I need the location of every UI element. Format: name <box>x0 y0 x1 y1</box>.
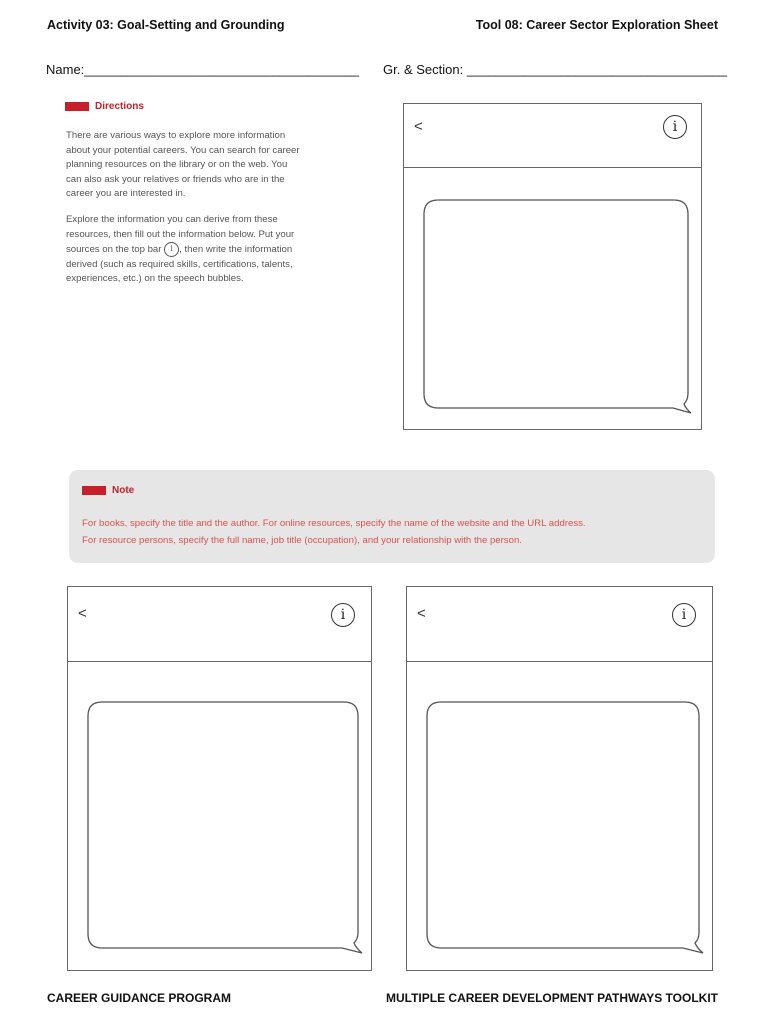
directions-line: derived (such as required skills, certifications, talents, <box>66 258 293 270</box>
note-box <box>69 470 715 563</box>
directions-line-with-icon: sources on the top bar i , then write the information <box>66 242 356 258</box>
directions-heading <box>65 101 144 112</box>
back-chevron-icon: < <box>78 605 87 622</box>
name-field[interactable] <box>46 62 359 77</box>
directions-line: There are various ways to explore more information <box>66 130 286 141</box>
section-label: Gr. & Section: <box>383 62 464 77</box>
info-icon-glyph: i <box>672 119 678 135</box>
directions-text: then write the information <box>184 244 293 256</box>
directions-line: experiences, etc.) on the speech bubbles. <box>66 273 244 285</box>
directions-line: can also ask your relatives or friends who are in the <box>66 173 285 185</box>
name-label: Name: <box>46 62 85 77</box>
directions-marker <box>65 102 89 111</box>
directions-line: career you are interested in. <box>66 188 186 200</box>
directions-line: resources, then fill out the information below. Put your <box>66 228 295 240</box>
phone-card-2 <box>67 586 372 971</box>
directions-line: planning resources on the library or on the web. You <box>66 159 288 171</box>
note-line-1: For books, specify the title and the author. For online resources, specify the name of the website and the URL address. <box>82 518 586 529</box>
speech-bubble-1[interactable] <box>404 104 703 431</box>
speech-bubble-3[interactable] <box>407 587 714 972</box>
note-line-2: For resource persons, specify the full name, job title (occupation), and your relationship with the person. <box>82 535 522 546</box>
tool-title: Tool 08: Career Sector Exploration Sheet <box>475 18 718 32</box>
note-marker <box>82 486 106 495</box>
phone-card-1 <box>403 103 702 430</box>
section-field[interactable] <box>383 62 727 77</box>
directions-label: Directions <box>95 101 144 112</box>
section-blank: ____________________________________ <box>466 62 728 77</box>
info-icon-glyph: i <box>681 607 687 623</box>
info-icon <box>164 242 179 257</box>
speech-bubble-2[interactable] <box>68 587 373 972</box>
phone-card-3 <box>406 586 713 971</box>
directions-line: Explore the information you can derive from these <box>66 214 278 225</box>
back-chevron-icon: < <box>414 118 423 135</box>
directions-line: about your potential careers. You can search for career <box>66 144 300 156</box>
footer-program: CAREER GUIDANCE PROGRAM <box>47 991 232 1005</box>
directions-paragraph-2 <box>66 213 356 287</box>
note-heading <box>82 485 134 496</box>
info-icon-glyph: i <box>170 244 173 254</box>
info-icon-glyph: i <box>340 607 346 623</box>
activity-title: Activity 03: Goal-Setting and Grounding <box>47 18 285 32</box>
note-text <box>82 515 712 549</box>
directions-text: sources on the top bar <box>66 244 162 256</box>
note-label: Note <box>112 485 135 496</box>
directions-paragraph-1 <box>66 129 356 202</box>
footer-toolkit: MULTIPLE CAREER DEVELOPMENT PATHWAYS TOOLKIT <box>385 991 718 1005</box>
back-chevron-icon: < <box>417 605 426 622</box>
name-blank: ______________________________________ <box>84 62 360 77</box>
